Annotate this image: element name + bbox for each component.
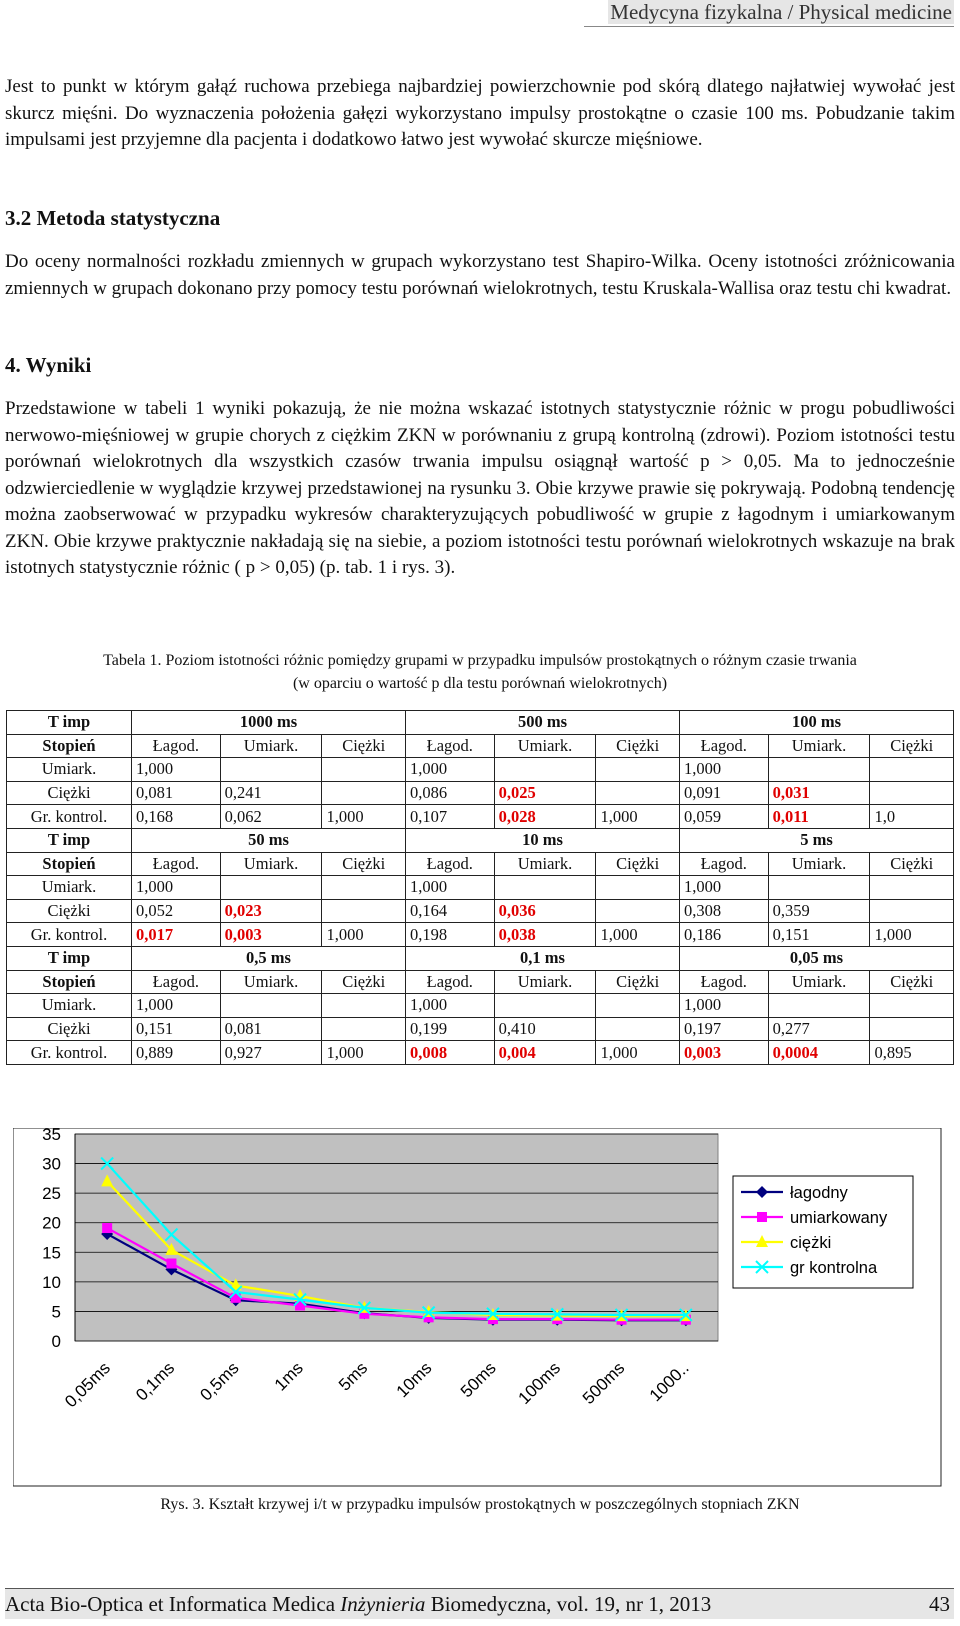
severity-header: Umiark. [220, 852, 322, 876]
p-value-cell [494, 994, 596, 1018]
severity-header: Ciężki [870, 970, 954, 994]
p-value-cell: 1,000 [679, 758, 768, 782]
p-value-cell: 0,004 [494, 1041, 596, 1065]
p-value-cell: 1,000 [405, 994, 494, 1018]
row-label: Gr. kontrol. [7, 805, 132, 829]
p-value-cell [870, 994, 954, 1018]
severity-header: Łagod. [132, 970, 221, 994]
p-value-cell: 0,151 [768, 923, 870, 947]
data-point [166, 1259, 176, 1269]
stopien-label: Stopień [7, 852, 132, 876]
p-value-cell [596, 876, 680, 900]
figure-caption: Rys. 3. Kształt krzywej i/t w przypadku impulsów prostokątnych w poszczególnych stopniach ZKN [160, 1496, 800, 1513]
y-tick-label: 15 [42, 1243, 61, 1263]
row-label: Ciężki [7, 781, 132, 805]
p-value-cell: 0,091 [679, 781, 768, 805]
table-severity-header-row [7, 852, 954, 876]
p-value-cell: 1,000 [322, 1041, 406, 1065]
p-value-cell [322, 758, 406, 782]
p-value-cell: 0,199 [405, 1017, 494, 1041]
p-value-cell [596, 1017, 680, 1041]
y-tick-label: 10 [42, 1272, 61, 1292]
p-value-cell: 0,081 [132, 781, 221, 805]
x-tick-label: 1000.. [645, 1358, 693, 1406]
p-value-cell: 0,023 [220, 899, 322, 923]
p-value-cell: 0,198 [405, 923, 494, 947]
p-value-cell: 0,008 [405, 1041, 494, 1065]
severity-header: Ciężki [322, 970, 406, 994]
p-value-cell: 1,000 [405, 758, 494, 782]
section-4-text: Przedstawione w tabeli 1 wyniki pokazują, że nie można wskazać istotnych statystycznie różnic w progu pobudliwości nerwowo-mięśniowej w grupie chorych z ciężkim ZKN w porównaniu z grupą kontrolną (zdrowi). Poziom istotności testu porównań wielokrotnych dla wszystkich czasów trwania impulsu osiągnął wartość p > 0,05. Ma to jednocześnie odzwierciedlenie w wyglądzie krzywej przedstawionej na rysunku 3. Obie krzywe prawie się pokrywają. Podobną tendencję można zaobserwować w przypadku wykresów charakteryzujących pobudliwość w grupie z łagodnym i umiarkowanym ZKN. Obie krzywe praktycznie nakładają się na siebie, a poziom istotności testu porównań wielokrotnych wskazuje na brak istotnych statystycznie różnic ( p > 0,05) (p. tab. 1 i rys. 3). [5, 398, 955, 578]
p-value-cell [596, 758, 680, 782]
p-value-cell: 0,081 [220, 1017, 322, 1041]
journal-name-a: Acta Bio-Optica et Informatica Medica [5, 1592, 341, 1616]
x-tick-label: 100ms [514, 1358, 565, 1408]
p-value-cell [322, 994, 406, 1018]
table-time-header-row [7, 828, 954, 852]
timp-label: T imp [7, 711, 132, 735]
section-4-title: 4. Wyniki [5, 353, 92, 377]
p-value-cell: 0,186 [679, 923, 768, 947]
x-tick-label: 0,1ms [132, 1358, 179, 1405]
severity-header: Umiark. [494, 734, 596, 758]
p-value-cell [494, 876, 596, 900]
table-row [7, 899, 954, 923]
severity-header: Umiark. [220, 734, 322, 758]
time-group-header: 100 ms [679, 711, 953, 735]
x-tick-label: 5ms [335, 1358, 372, 1395]
p-value-cell: 1,000 [322, 923, 406, 947]
p-value-cell [870, 876, 954, 900]
figure-3-chart [13, 1128, 943, 1488]
row-label: Gr. kontrol. [7, 1041, 132, 1065]
p-value-cell [870, 758, 954, 782]
p-value-cell [596, 899, 680, 923]
severity-header: Umiark. [768, 734, 870, 758]
table-row [7, 805, 954, 829]
stopien-label: Stopień [7, 970, 132, 994]
severity-header: Ciężki [322, 734, 406, 758]
p-value-cell: 1,000 [596, 923, 680, 947]
row-label: Umiark. [7, 758, 132, 782]
page-footer [5, 1588, 954, 1619]
x-tick-label: 1ms [270, 1358, 307, 1395]
time-group-header: 0,1 ms [405, 946, 679, 970]
p-value-cell: 1,000 [870, 923, 954, 947]
p-value-cell: 0,028 [494, 805, 596, 829]
severity-header: Umiark. [768, 852, 870, 876]
severity-header: Ciężki [596, 970, 680, 994]
severity-header: Łagod. [679, 852, 768, 876]
severity-header: Ciężki [322, 852, 406, 876]
table-row [7, 758, 954, 782]
journal-name-b: Inżynieria [340, 1592, 426, 1616]
p-value-cell: 0,062 [220, 805, 322, 829]
y-tick-label: 0 [51, 1332, 61, 1351]
table-severity-header-row [7, 734, 954, 758]
p-value-cell: 0,017 [132, 923, 221, 947]
severity-header: Ciężki [870, 852, 954, 876]
severity-header: Ciężki [596, 852, 680, 876]
severity-header: Łagod. [405, 734, 494, 758]
p-value-cell [870, 1017, 954, 1041]
x-tick-label: 500ms [578, 1358, 629, 1408]
p-value-cell: 0,889 [132, 1041, 221, 1065]
time-group-header: 1000 ms [132, 711, 406, 735]
y-tick-label: 35 [42, 1128, 61, 1144]
p-value-cell [768, 876, 870, 900]
table-row [7, 781, 954, 805]
x-tick-label: 10ms [392, 1358, 436, 1402]
p-value-cell [220, 758, 322, 782]
legend-label: ciężki [790, 1234, 832, 1252]
data-point [102, 1223, 112, 1233]
p-value-cell [220, 876, 322, 900]
severity-header: Umiark. [494, 852, 596, 876]
p-value-cell: 1,000 [679, 876, 768, 900]
p-value-cell: 0,059 [679, 805, 768, 829]
severity-header: Łagod. [132, 852, 221, 876]
section-3-2-title: 3.2 Metoda statystyczna [5, 206, 221, 230]
legend-label: gr kontrolna [790, 1259, 878, 1277]
p-value-cell: 0,036 [494, 899, 596, 923]
p-value-cell: 0,308 [679, 899, 768, 923]
legend-label: umiarkowany [790, 1209, 888, 1227]
p-value-cell: 1,000 [132, 876, 221, 900]
p-value-cell: 0,359 [768, 899, 870, 923]
p-value-cell [768, 758, 870, 782]
p-value-cell [322, 899, 406, 923]
y-tick-label: 20 [42, 1213, 61, 1233]
section-3-2-text: Do oceny normalności rozkładu zmiennych w grupach wykorzystano test Shapiro-Wilka. Oceny istotności zróżnicowania zmiennych w grupach dokonano przy pomocy testu porównań wielokrotnych, testu Kruskala-Wallisa oraz testu chi kwadrat. [5, 251, 955, 299]
p-value-cell: 1,000 [132, 758, 221, 782]
p-value-cell: 0,168 [132, 805, 221, 829]
p-value-cell: 1,000 [596, 805, 680, 829]
p-value-cell: 1,000 [679, 994, 768, 1018]
severity-header: Umiark. [494, 970, 596, 994]
p-value-cell [870, 899, 954, 923]
legend-marker [757, 1212, 767, 1222]
timp-label: T imp [7, 828, 132, 852]
p-value-cell: 0,011 [768, 805, 870, 829]
p-value-cell [596, 781, 680, 805]
p-value-cell [870, 781, 954, 805]
p-value-cell: 1,000 [132, 994, 221, 1018]
p-value-cell [322, 876, 406, 900]
x-tick-label: 50ms [456, 1358, 500, 1402]
severity-header: Łagod. [405, 970, 494, 994]
severity-header: Łagod. [132, 734, 221, 758]
p-value-cell [494, 758, 596, 782]
table-caption-line2: (w oparciu o wartość p dla testu porównań wielokrotnych) [292, 675, 668, 692]
p-value-cell: 0,031 [768, 781, 870, 805]
p-value-cell [322, 781, 406, 805]
page-number: 43 [929, 1592, 950, 1616]
row-label: Gr. kontrol. [7, 923, 132, 947]
severity-header: Umiark. [220, 970, 322, 994]
journal-name-c: Biomedyczna, vol. 19, nr 1, 2013 [425, 1592, 712, 1616]
time-group-header: 10 ms [405, 828, 679, 852]
table-time-header-row [7, 946, 954, 970]
legend-label: łagodny [790, 1184, 848, 1202]
p-value-cell [220, 994, 322, 1018]
time-group-header: 5 ms [679, 828, 953, 852]
severity-header: Umiark. [768, 970, 870, 994]
p-value-cell: 1,000 [405, 876, 494, 900]
p-value-cell: 0,107 [405, 805, 494, 829]
p-value-cell: 0,241 [220, 781, 322, 805]
p-value-cell: 0,003 [220, 923, 322, 947]
table-severity-header-row [7, 970, 954, 994]
p-value-cell: 0,164 [405, 899, 494, 923]
y-tick-label: 5 [51, 1302, 61, 1322]
intro-paragraph: Jest to punkt w którym gałąź ruchowa przebiega najbardziej powierzchownie pod skórą dlatego najłatwiej wywołać jest skurcz mięśni. Do wyznaczenia położenia gałęzi wykorzystano impulsy prostokątne o czasie 100 ms. Pobudzanie takim impulsami jest przyjemne dla pacjenta i dodatkowo łatwo jest wywołać skurcze mięśniowe. [5, 76, 955, 150]
row-label: Umiark. [7, 876, 132, 900]
time-group-header: 0,05 ms [679, 946, 953, 970]
p-value-cell: 0,003 [679, 1041, 768, 1065]
severity-header: Łagod. [679, 970, 768, 994]
p-value-cell: 1,000 [322, 805, 406, 829]
p-value-cell: 0,927 [220, 1041, 322, 1065]
p-value-cell: 0,052 [132, 899, 221, 923]
time-group-header: 0,5 ms [132, 946, 406, 970]
table-row [7, 1017, 954, 1041]
table-caption-line1: Tabela 1. Poziom istotności różnic pomiędzy grupami w przypadku impulsów prostokątnych o różnym czasie trwania [103, 652, 857, 669]
row-label: Ciężki [7, 899, 132, 923]
y-tick-label: 30 [42, 1154, 61, 1174]
severity-header: Ciężki [870, 734, 954, 758]
table-row [7, 876, 954, 900]
table-row [7, 994, 954, 1018]
p-value-cell: 0,151 [132, 1017, 221, 1041]
p-value-cell [322, 1017, 406, 1041]
severity-header: Łagod. [405, 852, 494, 876]
time-group-header: 50 ms [132, 828, 406, 852]
time-group-header: 500 ms [405, 711, 679, 735]
results-table [6, 710, 954, 1065]
p-value-cell: 0,277 [768, 1017, 870, 1041]
severity-header: Ciężki [596, 734, 680, 758]
table-time-header-row [7, 711, 954, 735]
p-value-cell: 0,197 [679, 1017, 768, 1041]
stopien-label: Stopień [7, 734, 132, 758]
p-value-cell: 0,086 [405, 781, 494, 805]
x-tick-label: 0,5ms [196, 1358, 243, 1405]
p-value-cell: 0,0004 [768, 1041, 870, 1065]
y-tick-label: 25 [42, 1184, 61, 1204]
x-tick-label: 0,05ms [61, 1358, 114, 1412]
running-header: Medycyna fizykalna / Physical medicine [584, 0, 954, 27]
row-label: Umiark. [7, 994, 132, 1018]
p-value-cell: 0,025 [494, 781, 596, 805]
row-label: Ciężki [7, 1017, 132, 1041]
table-row [7, 923, 954, 947]
timp-label: T imp [7, 946, 132, 970]
p-value-cell: 1,000 [596, 1041, 680, 1065]
p-value-cell [596, 994, 680, 1018]
p-value-cell: 0,895 [870, 1041, 954, 1065]
severity-header: Łagod. [679, 734, 768, 758]
p-value-cell: 0,410 [494, 1017, 596, 1041]
p-value-cell: 1,0 [870, 805, 954, 829]
p-value-cell: 0,038 [494, 923, 596, 947]
table-row [7, 1041, 954, 1065]
p-value-cell [768, 994, 870, 1018]
